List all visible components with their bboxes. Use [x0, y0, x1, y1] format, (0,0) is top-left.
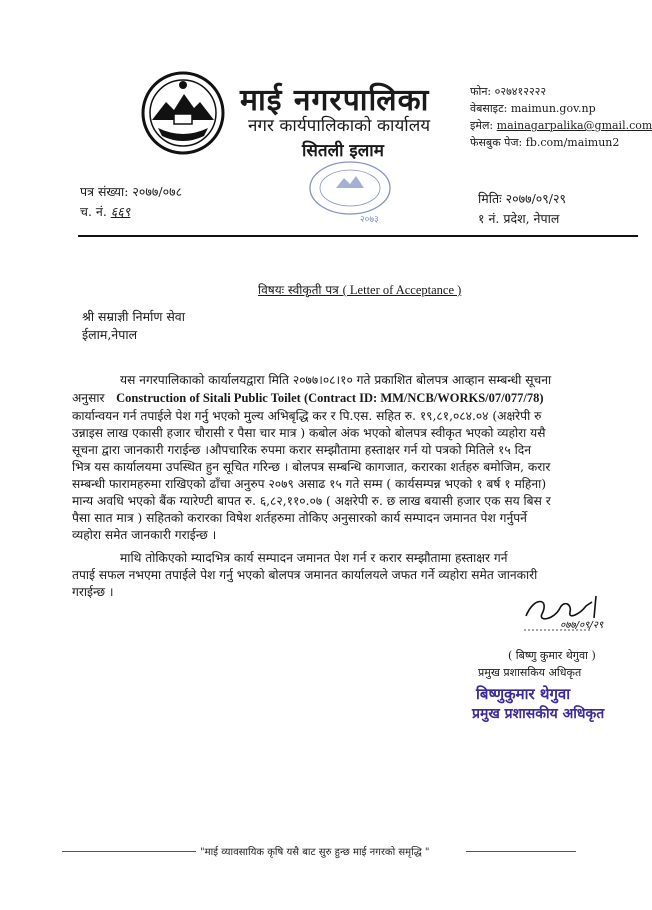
contract-title: Construction of Sitali Public Toilet (Contract ID: MM/NCB/WORKS/07/077/78) [116, 391, 544, 405]
municipality-title: माई नगरपालिका [240, 83, 430, 118]
office-subtitle: नगर कार्यपालिकाको कार्यालय [248, 116, 431, 136]
province-label: १ नं. प्रदेश, नेपाल [478, 211, 560, 226]
body-line-contract [72, 390, 544, 407]
body-line: सम्बन्धी फारामहरुमा राखिएको ढाँचा अनुरुप २०७९ असाढ १५ गते सम्म ( कार्यसम्पन्न भएको १ बर्ष १ महिना) [72, 477, 547, 491]
footer-rule-right [466, 851, 576, 852]
office-location: सितली इलाम [302, 141, 384, 161]
subject-english: ( Letter of Acceptance ) [342, 283, 462, 297]
letter-number: पत्र संख्या: २०७७/०७८ [80, 184, 183, 199]
contract-prefix: अनुसार [72, 391, 105, 405]
footer-rule-left [62, 851, 196, 852]
subject-label: विषयः स्वीकृती पत्र [258, 283, 339, 297]
signature-stamp-name: बिष्णुकुमार थेगुवा [476, 685, 571, 703]
contact-email [470, 118, 652, 133]
svg-text:०७७/०९/२९: ०७७/०९/२९ [560, 620, 604, 631]
letter-date: मितिः २०७७/०९/२९ [478, 191, 566, 206]
recipient-name: श्री सम्राज्ञी निर्माण सेवा [82, 309, 185, 324]
footer-slogan: "माई व्यावसायिक कृषि यसै बाट सुरु हुन्छ माई नगरको समृद्धि " [200, 847, 430, 858]
svg-text:२०७३: २०७३ [360, 215, 379, 225]
body-line: पैसा सात मात्र ) सहितको करारका विषेश शर्तहरुमा तोकिए अनुसारको कार्य सम्पादन जमानत पेश गर्नुपर्ने [72, 511, 527, 525]
body-line: भित्र यस कार्यालयमा उपस्थित हुन सूचित गरिन्छ । बोलपत्र सम्बन्धि कागजात, करारका शर्तहरु बमोजिम, करार [72, 460, 551, 474]
email-link[interactable]: mainagarpalika@gmail.com [496, 119, 652, 132]
contact-phone: फोन: ०२७४१२२२२ [470, 85, 547, 98]
handwritten-signature [520, 590, 610, 638]
recipient-address: ईलाम,नेपाल [82, 327, 138, 342]
body-line: यस नगरपालिकाको कार्यालयद्वारा मिति २०७७।०८।१० गते प्रकाशित बोलपत्र आव्हान सम्बन्धी सूचना [120, 373, 552, 387]
body-line: उन्नाइस लाख एकासी हजार चौरासी र पैसा चार मात्र ) कबोल अंक भएको बोलपत्र स्वीकृत भएको व्यहोरा यसै [72, 426, 546, 440]
body-line: सूचना द्वारा जानकारी गराईन्छ ।औपचारिक रुपमा करार सम्झौतामा हस्ताक्षर गर्न यो पत्रको मितिले १५ दिन [72, 443, 531, 457]
municipal-seal [298, 158, 398, 228]
body-line: मान्य अवधि भएको बैंक ग्यारेण्टी बापत रु. ६,८२,११०.०७ ( अक्षरेपी रु. छ लाख बयासी हजार एक सय बिस र [72, 494, 551, 508]
contact-website: वेबसाइट: maimun.gov.np [470, 102, 596, 115]
subject-line [258, 281, 461, 298]
body-line: व्यहोरा समेत जानकारी गराईन्छ । [72, 528, 217, 542]
nepal-emblem-logo [138, 68, 228, 158]
email-label: इमेल: [470, 119, 494, 132]
body-line: कार्यान्वयन गर्न तपाईले पेश गर्नु भएको मुल्य अभिबृद्धि कर र पि.एस. सहित रु. १९,८१,०८४.०४ (अक्षरेपी रु [72, 409, 542, 423]
body-line: गराईन्छ । [72, 585, 114, 599]
dispatch-label: च. नं. [80, 204, 107, 219]
signature-stamp-title: प्रमुख प्रशासकीय अधिकृत [472, 706, 605, 722]
header-divider [78, 235, 638, 237]
body-line: तपाई सफल नभएमा तपाईले पेश गर्नु भएको बोलपत्र जमानत कार्यालयले जफत गर्ने व्यहोरा समेत जानकारी [72, 568, 538, 582]
signatory-title: प्रमुख प्रशासकिय अधिकृत [478, 666, 582, 679]
body-line: माथि तोकिएको म्यादभित्र कार्य सम्पादन जमानत पेश गर्न र करार सम्झौतामा हस्ताक्षर गर्न [120, 551, 508, 565]
dispatch-number [80, 203, 130, 220]
dispatch-value: ६६९ [110, 204, 131, 219]
signatory-name: ( बिष्णु कुमार थेगुवा ) [508, 649, 596, 662]
contact-facebook: फेसबुक पेज: fb.com/maimun2 [470, 136, 620, 149]
